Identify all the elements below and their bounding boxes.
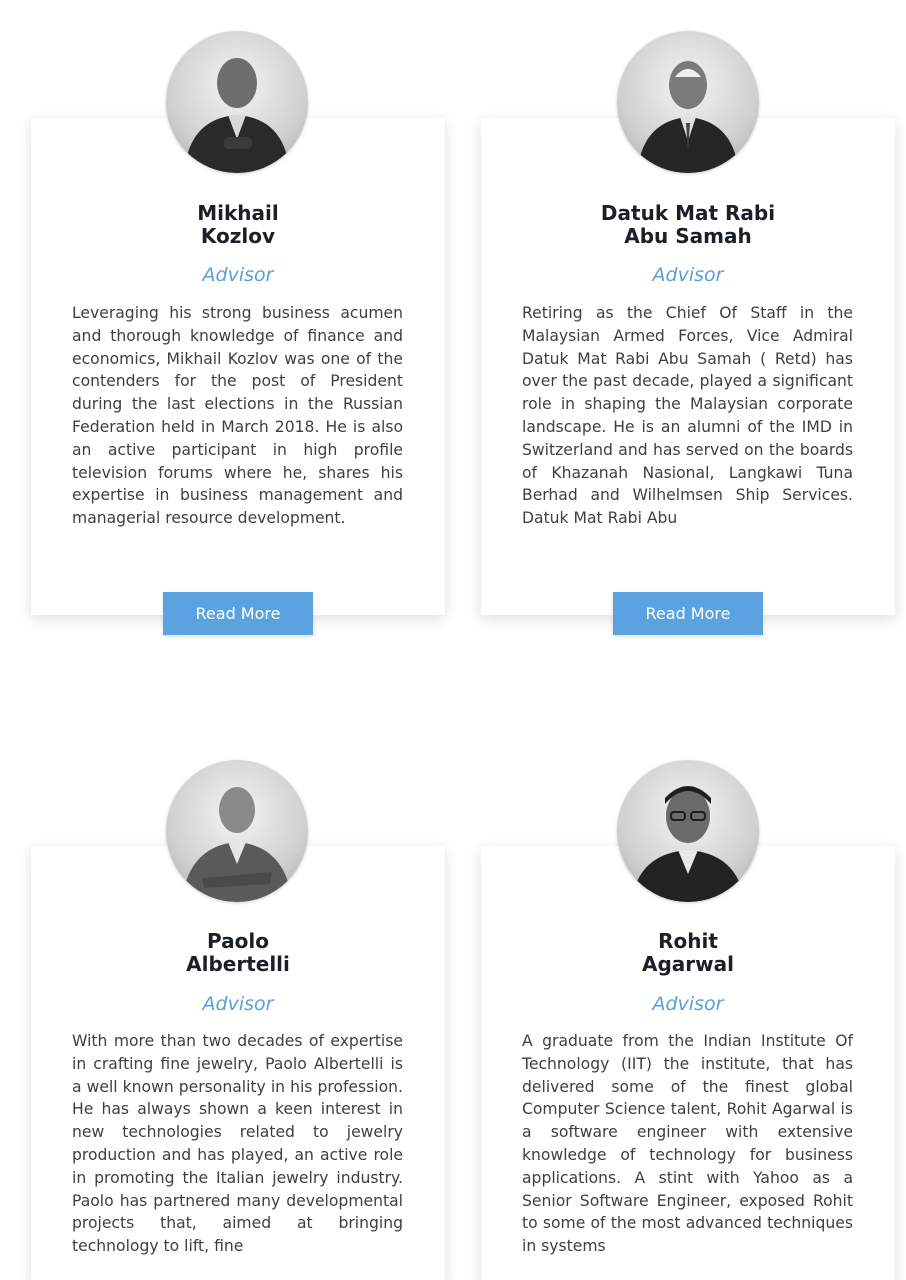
advisor-role: Advisor (652, 993, 724, 1015)
advisor-role: Advisor (202, 993, 274, 1015)
advisor-bio: With more than two decades of expertise in crafting fine jewelry, Paolo Albertelli is a well known personality in his profession. He has always shown a keen interest in new technologies related to jewelry production and has played, an active role in promoting the Italian jewelry industry. Paolo has partnered many developmental projects that, aimed at bringing technology to lift, fine (72, 1032, 403, 1256)
advisor-photo (166, 760, 308, 902)
advisor-bio: Leveraging his strong business acumen and thorough knowledge of finance and economics, Mikhail Kozlov was one of the contenders for the post of President during the last elections in the Russian Federation held in March 2018. He is also an active participant in high profile television forums where he, shares his expertise in business management and managerial resource development. (72, 304, 403, 528)
advisor-card-datuk-mat-rabi (481, 118, 895, 623)
advisor-name: Paolo Albertelli (186, 929, 290, 976)
read-more-button[interactable]: Read More (613, 592, 763, 635)
advisor-photo (166, 31, 308, 173)
advisor-name: Mikhail Kozlov (197, 201, 279, 248)
advisor-photo (617, 31, 759, 173)
advisor-bio: A graduate from the Indian Institute Of Technology (IIT) the institute, that has delivered some of the finest global Computer Science talent, Rohit Agarwal is a software engineer with extensive knowledge of technology for business applications. A stint with Yahoo as a Senior Software Engineer, exposed Rohit to some of the most advanced techniques in systems (522, 1032, 853, 1256)
advisor-bio: Retiring as the Chief Of Staff in the Malaysian Armed Forces, Vice Admiral Datuk Mat Rabi Abu Samah ( Retd) has over the past decade, played a significant role in shaping the Malaysian corporate landscape. He is an alumni of the IMD in Switzerland and has served on the boards of Khazanah Nasional, Langkawi Tuna Berhad and Wilhelmsen Ship Services. Datuk Mat Rabi Abu (522, 304, 853, 528)
advisor-card-mikhail-kozlov (31, 118, 445, 623)
advisor-photo (617, 760, 759, 902)
advisor-role: Advisor (202, 264, 274, 286)
advisor-card-rohit-agarwal (481, 846, 895, 1280)
advisor-name: Rohit Agarwal (642, 929, 734, 976)
advisor-name: Datuk Mat Rabi Abu Samah (600, 201, 776, 248)
advisor-card-paolo-albertelli (31, 846, 445, 1280)
read-more-button[interactable]: Read More (163, 592, 313, 635)
advisor-role: Advisor (652, 264, 724, 286)
